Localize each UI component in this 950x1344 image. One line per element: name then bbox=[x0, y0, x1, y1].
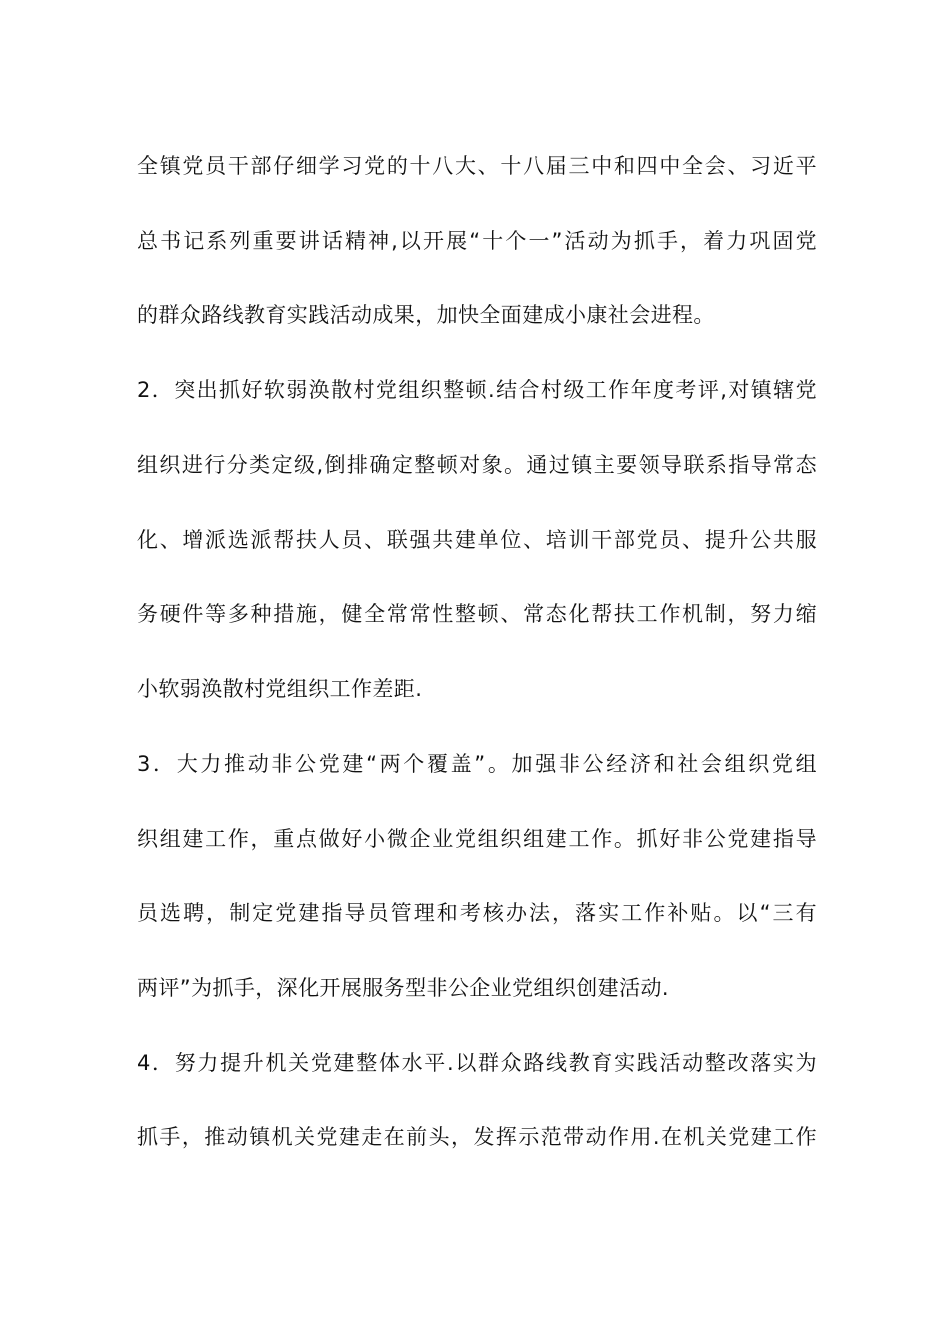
text-line: 两评”为抓手，深化开展服务型非公企业党组织创建活动. bbox=[137, 976, 669, 1000]
text-line: 组织进行分类定级,倒排确定整顿对象。通过镇主要领导联系指导常态 bbox=[137, 453, 817, 477]
text-line: 化、增派选派帮扶人员、联强共建单位、培训干部党员、提升公共服 bbox=[137, 528, 817, 552]
text-line: 2．突出抓好软弱涣散村党组织整顿.结合村级工作年度考评,对镇辖党 bbox=[137, 378, 817, 402]
text-line: 总书记系列重要讲话精神,以开展“十个一”活动为抓手，着力巩固党 bbox=[137, 229, 817, 253]
text-line: 小软弱涣散村党组织工作差距. bbox=[137, 677, 423, 701]
text-line: 员选聘，制定党建指导员管理和考核办法，落实工作补贴。以“三有 bbox=[137, 901, 817, 925]
text-line: 务硬件等多种措施，健全常常性整顿、常态化帮扶工作机制，努力缩 bbox=[137, 602, 817, 626]
text-line: 的群众路线教育实践活动成果，加快全面建成小康社会进程。 bbox=[137, 303, 715, 327]
text-line: 抓手，推动镇机关党建走在前头，发挥示范带动作用.在机关党建工作 bbox=[137, 1125, 817, 1149]
text-line: 织组建工作，重点做好小微企业党组织组建工作。抓好非公党建指导 bbox=[137, 827, 817, 851]
text-line: 全镇党员干部仔细学习党的十八大、十八届三中和四中全会、习近平 bbox=[137, 154, 817, 178]
text-line: 3．大力推动非公党建“两个覆盖”。加强非公经济和社会组织党组 bbox=[137, 752, 817, 776]
text-line: 4．努力提升机关党建整体水平.以群众路线教育实践活动整改落实为 bbox=[137, 1051, 817, 1075]
